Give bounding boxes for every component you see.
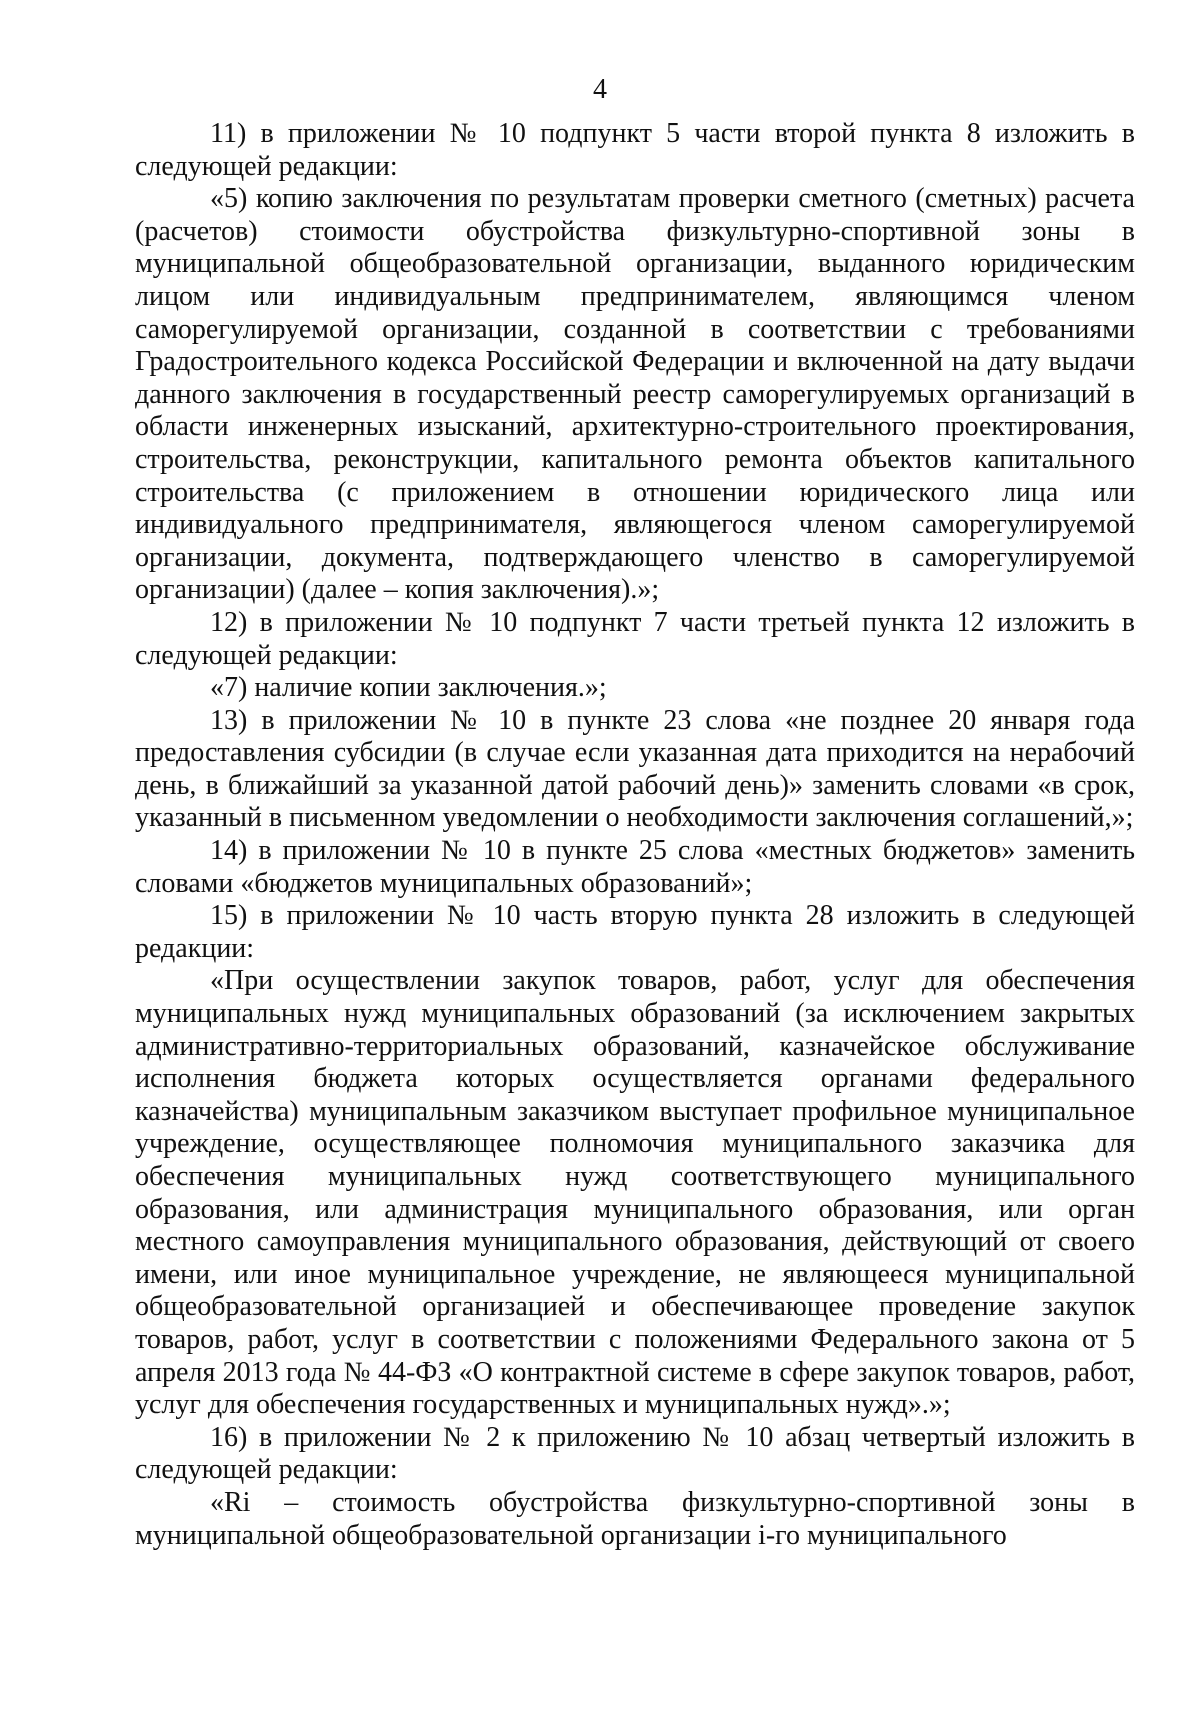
document-body bbox=[135, 118, 1135, 1552]
paragraph-item-14: 14) в приложении № 10 в пункте 25 слова «местных бюджетов» заменить словами «бюджетов муниципальных образований»; bbox=[135, 835, 1135, 899]
paragraph-quote-ri-definition: «Ri – стоимость обустройства физкультурно-спортивной зоны в муниципальной общеобразовательной организации i-го муниципального bbox=[135, 1486, 1135, 1551]
paragraph-item-13: 13) в приложении № 10 в пункте 23 слова «не позднее 20 января года предоставления субсидии (в случае если указанная дата приходится на нерабочий день, в ближайший за указанной датой рабочий день)» заменить словами «в срок, указанный в письменном уведомлении о необходимости заключения соглашений,»; bbox=[135, 704, 1135, 834]
paragraph-item-16: 16) в приложении № 2 к приложению № 10 абзац четвертый изложить в следующей редакции: bbox=[135, 1421, 1135, 1486]
paragraph-item-15: 15) в приложении № 10 часть вторую пункта 28 изложить в следующей редакции: bbox=[135, 900, 1135, 964]
page-number: 4 bbox=[593, 74, 607, 105]
paragraph-item-11: 11) в приложении № 10 подпункт 5 части второй пункта 8 изложить в следующей редакции: bbox=[135, 118, 1135, 182]
paragraph-item-12: 12) в приложении № 10 подпункт 7 части третьей пункта 12 изложить в следующей редакции: bbox=[135, 606, 1135, 671]
paragraph-quote-subitem-5: «5) копию заключения по результатам проверки сметного (сметных) расчета (расчетов) стоимости обустройства физкультурно-спортивной зоны в муниципальной общеобразовательной организации, выданного юридическим лицом или индивидуальным предпринимателем, являющимся членом саморегулируемой организации, созданной в соответствии с требованиями Градостроительного кодекса Российской Федерации и включенной на дату выдачи данного заключения в государственный реестр саморегулируемых организаций в области инженерных изысканий, архитектурно-строительного проектирования, строительства, реконструкции, капитального ремонта объектов капитального строительства (с приложением в отношении юридического лица или индивидуального предпринимателя, являющегося членом саморегулируемой организации, документа, подтверждающего членство в саморегулируемой организации) (далее – копия заключения).»; bbox=[135, 183, 1135, 606]
paragraph-quote-procurement: «При осуществлении закупок товаров, работ, услуг для обеспечения муниципальных нужд муниципальных образований (за исключением закрытых административно-территориальных образований, казначейское обслуживание исполнения бюджета которых осуществляется органами федерального казначейства) муниципальным заказчиком выступает профильное муниципальное учреждение, осуществляющее полномочия муниципального заказчика для обеспечения муниципальных нужд соответствующего муниципального образования, или администрация муниципального образования, или орган местного самоуправления муниципального образования, действующий от своего имени, или иное муниципальное учреждение, не являющееся муниципальной общеобразовательной организацией и обеспечивающее проведение закупок товаров, работ, услуг в соответствии с положениями Федерального закона от 5 апреля 2013 года № 44-ФЗ «О контрактной системе в сфере закупок товаров, работ, услуг для обеспечения государственных и муниципальных нужд».»; bbox=[135, 965, 1135, 1421]
paragraph-quote-subitem-7: «7) наличие копии заключения.»; bbox=[210, 672, 607, 704]
